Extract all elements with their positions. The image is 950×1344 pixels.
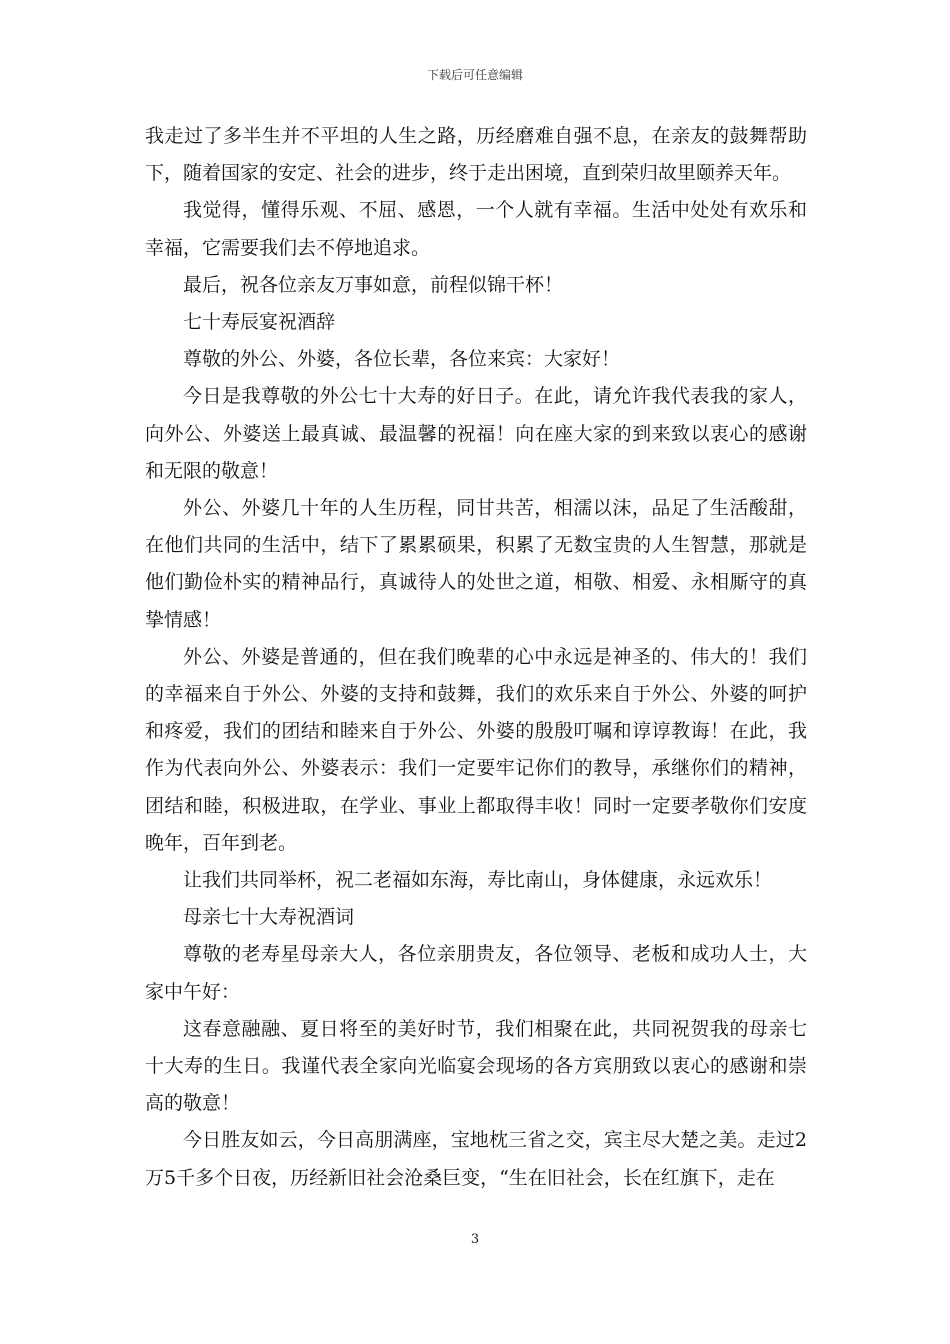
paragraph-13: 今日胜友如云，今日高朋满座，宝地枕三省之交，宾主尽大楚之美。走过2万5千多个日夜，历经新旧社会沧桑巨变，“生在旧社会，长在红旗下，走在: [145, 1129, 807, 1189]
paragraph-1: 我走过了多半生并不平坦的人生之路，历经磨难自强不息，在亲友的鼓舞帮助下，随着国家的安定、社会的进步，终于走出困境，直到荣归故里颐养天年。: [145, 125, 807, 185]
page-header: 下载后可任意编辑: [426, 68, 523, 82]
paragraph-5: 尊敬的外公、外婆，各位长辈，各位来宾：大家好！: [183, 348, 621, 371]
paragraph-3: 最后，祝各位亲友万事如意，前程似锦干杯！: [183, 273, 564, 296]
paragraph-2: 我觉得，懂得乐观、不屈、感恩，一个人就有幸福。生活中处处有欢乐和幸福，它需要我们去不停地追求。: [145, 199, 807, 259]
paragraph-11: 尊敬的老寿星母亲大人，各位亲朋贵友，各位领导、老板和成功人士，大家中午好：: [145, 943, 807, 1003]
paragraph-9: 让我们共同举杯，祝二老福如东海，寿比南山，身体健康，永远欢乐！: [183, 869, 773, 892]
paragraph-8: 外公、外婆是普通的，但在我们晚辈的心中永远是神圣的、伟大的！我们的幸福来自于外公、外婆的支持和鼓舞，我们的欢乐来自于外公、外婆的呵护和疼爱，我们的团结和睦来自于外公、外婆的殷殷叮嘱和谆谆教诲！在此，我作为代表向外公、外婆表示：我们一定要牢记你们的教导，承继你们的精神，团结和睦，积极进取，在学业、事业上都取得丰收！同时一定要孝敬你们安度晚年，百年到老。: [145, 645, 807, 854]
document-body: [145, 118, 807, 1197]
paragraph-12: 这春意融融、夏日将至的美好时节，我们相聚在此，共同祝贺我的母亲七十大寿的生日。我谨代表全家向光临宴会现场的各方宾朋致以衷心的感谢和崇高的敬意！: [145, 1017, 807, 1115]
paragraph-7: 外公、外婆几十年的人生历程，同甘共苦，相濡以沫，品足了生活酸甜，在他们共同的生活中，结下了累累硕果，积累了无数宝贵的人生智慧，那就是他们勤俭朴实的精神品行，真诚待人的处世之道，相敬、相爱、永相厮守的真挚情感！: [145, 497, 807, 631]
section-heading-2: 母亲七十大寿祝酒词: [183, 906, 355, 929]
page-number: 3: [470, 1232, 480, 1247]
section-heading-1: 七十寿辰宴祝酒辞: [183, 311, 336, 334]
paragraph-6: 今日是我尊敬的外公七十大寿的好日子。在此，请允许我代表我的家人，向外公、外婆送上最真诚、最温馨的祝福！向在座大家的到来致以衷心的感谢和无限的敬意！: [145, 385, 807, 482]
